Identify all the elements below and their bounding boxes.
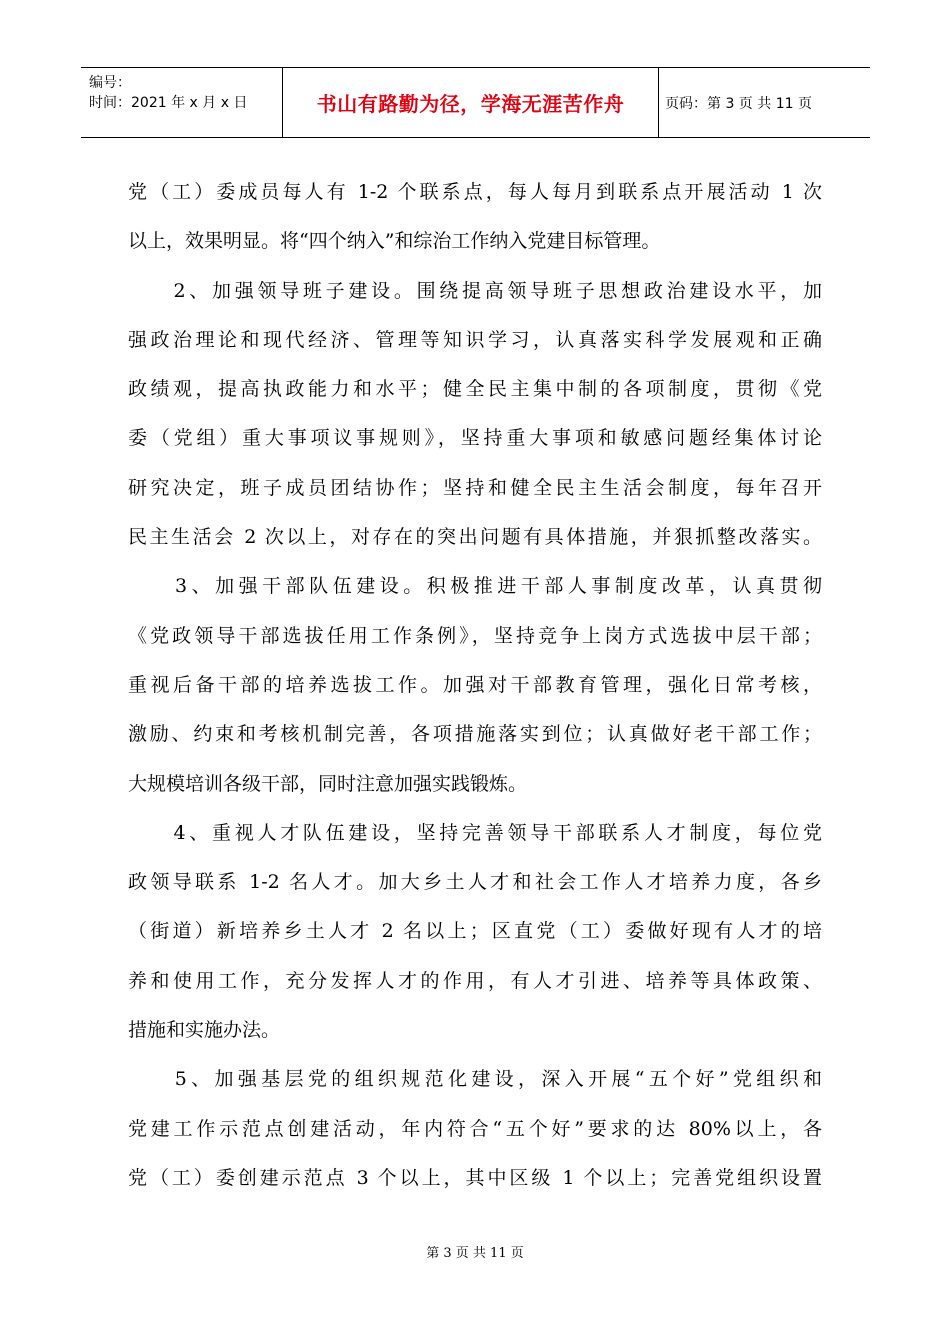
document-time-label: 时间：2021 年 x 月 x 日 [89,95,248,111]
body-line: 4、重视人才队伍建设，坚持完善领导干部联系人才制度，每位党 [128,821,822,844]
body-line: 民主生活会 2 次以上，对存在的突出问题有具体措施，并狠抓整改落实。 [128,526,822,549]
page-footer: 第 3 页 共 11 页 [426,1246,524,1261]
page-header [81,67,870,138]
body-line: 党（工）委成员每人有 1-2 个联系点，每人每月到联系点开展活动 1 次 [128,181,822,203]
body-line: 激励、约束和考核机制完善，各项措施落实到位；认真做好老干部工作； [128,723,822,746]
body-line: 5、加强基层党的组织规范化建设，深入开展“五个好”党组织和 [128,1068,822,1091]
body-line: 以上，效果明显。将“四个纳入”和综治工作纳入党建目标管理。 [128,230,661,253]
document-number-label: 编号： [89,75,131,91]
header-page-number: 页码：第 3 页 共 11 页 [665,95,812,112]
body-line: 《党政领导干部选拔任用工作条例》，坚持竞争上岗方式选拔中层干部； [128,624,822,647]
body-line: 党（工）委创建示范点 3 个以上，其中区级 1 个以上；完善党组织设置 [128,1166,822,1189]
body-line: 政绩观，提高执政能力和水平；健全民主集中制的各项制度，贯彻《党 [128,378,822,401]
body-line: 研究决定，班子成员团结协作；坚持和健全民主生活会制度，每年召开 [128,476,822,499]
body-line: 重视后备干部的培养选拔工作。加强对干部教育管理，强化日常考核， [128,673,822,696]
header-meta [81,68,283,137]
body-line: 大规模培训各级干部，同时注意加强实践锻炼。 [128,772,528,795]
body-line: 强政治理论和现代经济、管理等知识学习，认真落实科学发展观和正确 [128,328,822,351]
body-line: （街道）新培养乡土人才 2 名以上；区直党（工）委做好现有人才的培 [128,920,822,943]
body-line: 3、加强干部队伍建设。积极推进干部人事制度改革，认真贯彻 [128,575,822,598]
body-line: 养和使用工作，充分发挥人才的作用，有人才引进、培养等具体政策、 [128,969,822,992]
body-line: 委（党组）重大事项议事规则》，坚持重大事项和敏感问题经集体讨论 [128,427,822,450]
document-body [128,168,822,1203]
body-line: 2、加强领导班子建设。围绕提高领导班子思想政治建设水平，加 [128,279,822,302]
header-motto: 书山有路勤为径，学海无涯苦作舟 [283,68,659,137]
body-line: 政领导联系 1-2 名人才。加大乡土人才和社会工作人才培养力度，各乡 [128,871,822,894]
body-line: 措施和实施办法。 [128,1019,281,1042]
body-line: 党建工作示范点创建活动，年内符合“五个好”要求的达 80%以上，各 [128,1117,822,1140]
